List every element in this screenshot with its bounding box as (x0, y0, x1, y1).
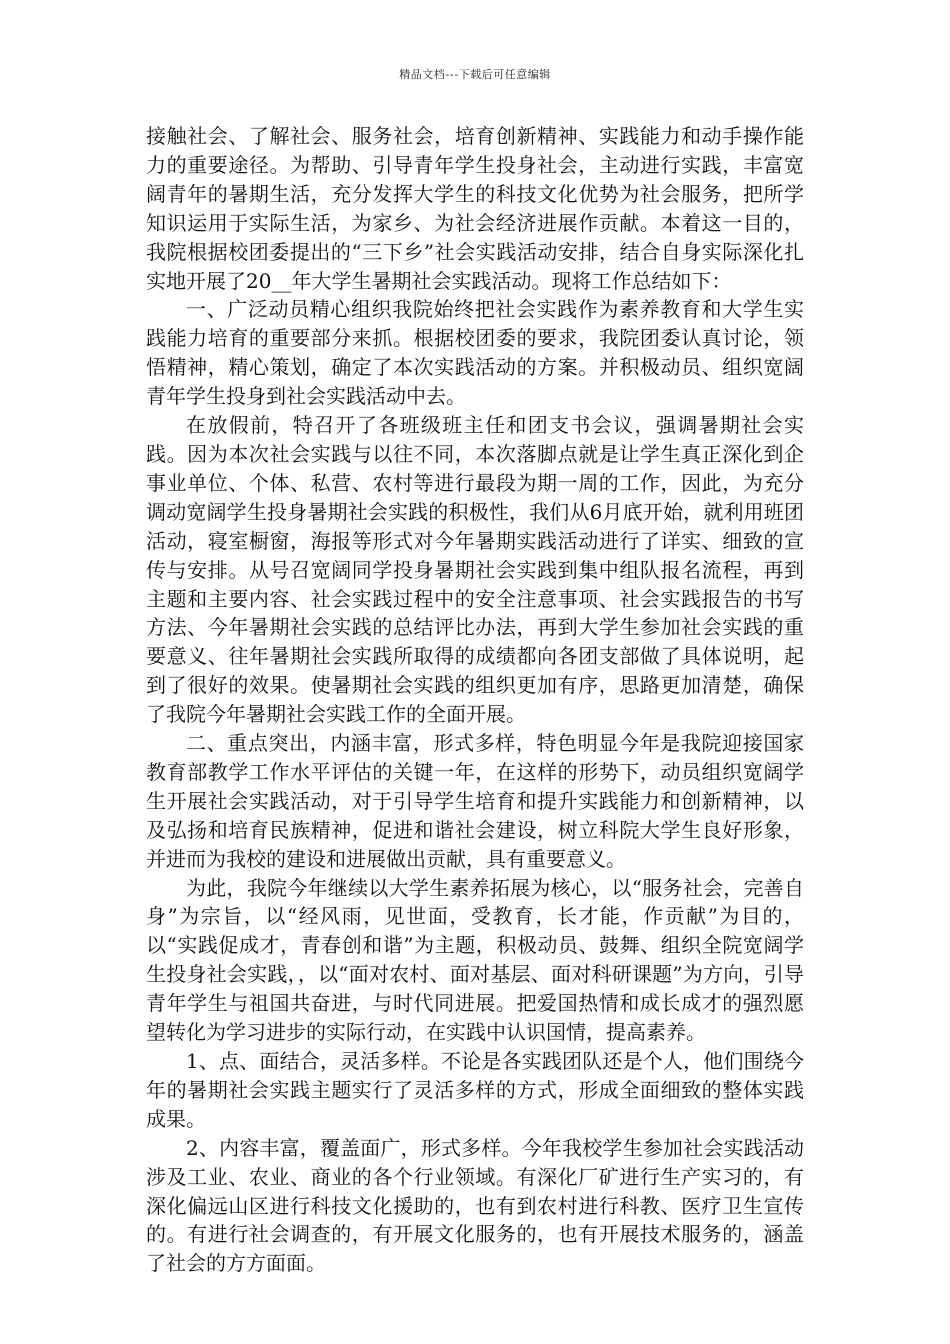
document-body (146, 122, 804, 1278)
paragraph-theme: 为此，我院今年继续以大学生素养拓展为核心，以“服务社会，完善自身”为宗旨，以“经风雨，见世面，受教育，长才能，作贡献”为目的，以“实践促成才，青春创和谐”为主题，积极动员、鼓舞、组织全院宽阔学生投身社会实践，，以“面对农村、面对基层、面对科研课题”为方向，引导青年学生与祖国共奋进，与时代同进展。把爱国热情和成长成才的强烈愿望转化为学习进步的实际行动，在实践中认识国情，提高素养。 (146, 875, 804, 1045)
paragraph-section-two: 二、重点突出，内涵丰富，形式多样，特色明显今年是我院迎接国家教育部教学工作水平评估的关键一年，在这样的形势下，动员组织宽阔学生开展社会实践活动，对于引导学生培育和提升实践能力和创新精神，以及弘扬和培育民族精神，促进和谐社会建设，树立科院大学生良好形象，并进而为我校的建设和进展做出贡献，具有重要意义。 (146, 731, 804, 871)
page-header: 精品文档---下载后可任意编辑 (399, 68, 551, 81)
paragraph-point-two: 2、内容丰富，覆盖面广，形式多样。今年我校学生参加社会实践活动涉及工业、农业、商业的各个行业领域。有深化厂矿进行生产实习的，有深化偏远山区进行科技文化援助的，也有到农村进行科教、医疗卫生宣传的。有进行社会调查的，有开展文化服务的，也有开展技术服务的，涵盖了社会的方方面面。 (146, 1135, 804, 1276)
paragraph-point-one: 1、点、面结合，灵活多样。不论是各实践团队还是个人，他们围绕今年的暑期社会实践主题实行了灵活多样的方式，形成全面细致的整体实践成果。 (146, 1049, 804, 1131)
paragraph-intro: 接触社会、了解社会、服务社会，培育创新精神、实践能力和动手操作能力的重要途径。为帮助、引导青年学生投身社会，主动进行实践，丰富宽阔青年的暑期生活，充分发挥大学生的科技文化优势为社会服务，把所学知识运用于实际生活，为家乡、为社会经济进展作贡献。本着这一目的，我院根据校团委提出的“三下乡”社会实践活动安排，结合自身实际深化扎实地开展了20__年大学生暑期社会实践活动。现将工作总结如下： (146, 124, 804, 293)
paragraph-section-one: 一、广泛动员精心组织我院始终把社会实践作为素养教育和大学生实践能力培育的重要部分来抓。根据校团委的要求，我院团委认真讨论，领悟精神，精心策划，确定了本次实践活动的方案。并积极动员、组织宽阔青年学生投身到社会实践活动中去。 (146, 297, 804, 409)
paragraph-preparation: 在放假前，特召开了各班级班主任和团支书会议，强调暑期社会实践。因为本次社会实践与以往不同，本次落脚点就是让学生真正深化到企事业单位、个体、私营、农村等进行最段为期一周的工作，因此，为充分调动宽阔学生投身暑期社会实践的积极性，我们从6月底开始，就利用班团活动，寝室橱窗，海报等形式对今年暑期实践活动进行了详实、细致的宣传与安排。从号召宽阔同学投身暑期社会实践到集中组队报名流程，再到主题和主要内容、社会实践过程中的安全注意事项、社会实践报告的书写方法、今年暑期社会实践的总结评比办法，再到大学生参加社会实践的重要意义、往年暑期社会实践所取得的成绩都向各团支部做了具体说明，起到了很好的效果。使暑期社会实践的组织更加有序，思路更加清楚，确保了我院今年暑期社会实践工作的全面开展。 (146, 413, 804, 727)
